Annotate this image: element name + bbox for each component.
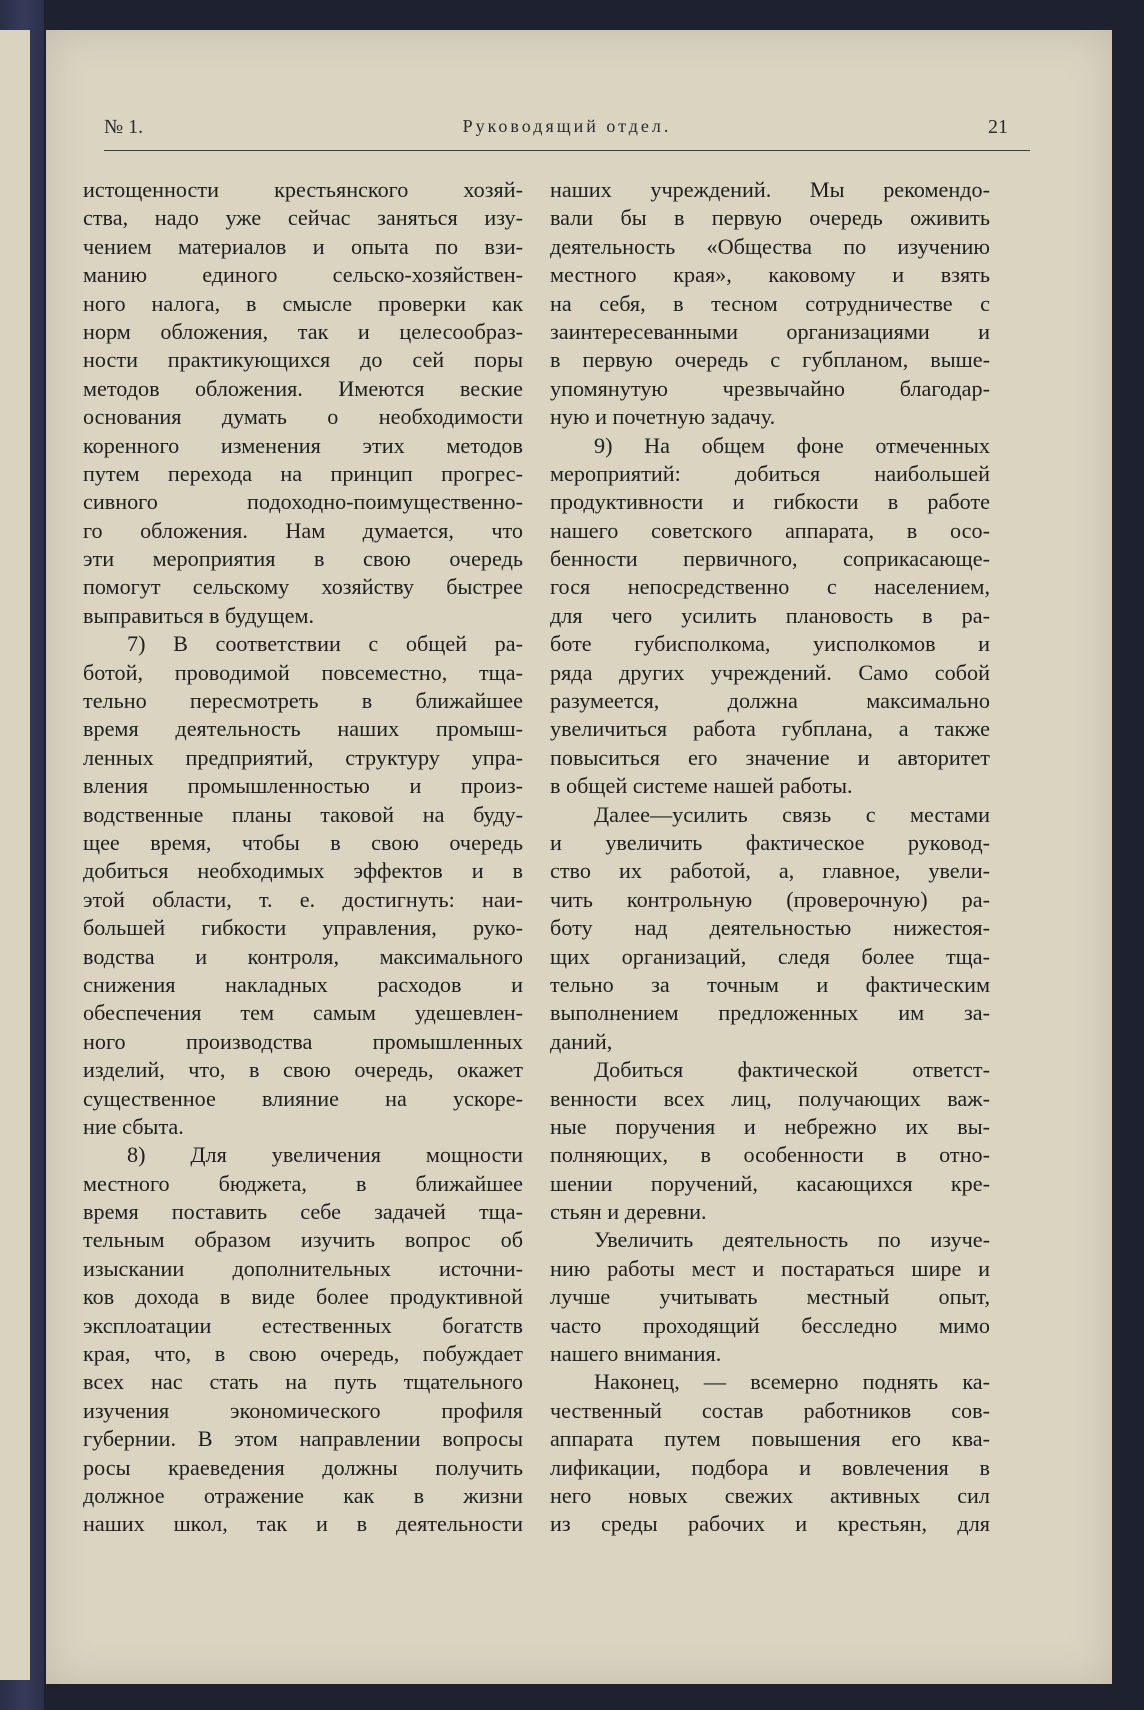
text-line: время поставить себе задачей тща- (83, 1199, 523, 1225)
text-line: чественный состав работников сов- (550, 1397, 990, 1423)
text-line: изучения экономического профиля (83, 1397, 523, 1423)
text-line: этой области, т. е. достигнуть: наи- (83, 886, 523, 912)
text-line: водства и контроля, максимального (83, 943, 523, 969)
text-line: вления промышленностью и произ- (83, 773, 523, 799)
text-line: ков дохода в виде более продуктивной (83, 1284, 523, 1310)
text-line: губернии. В этом направлении вопросы (83, 1426, 523, 1452)
text-line: помогут сельскому хозяйству быстрее (83, 574, 523, 600)
text-line: 7) В соответствии с общей ра- (127, 631, 523, 657)
text-line: в первую очередь с губпланом, выше- (550, 347, 990, 373)
text-line: сивного подоходно-поимущественно- (83, 489, 523, 515)
text-line: изделий, что, в свою очередь, окажет (83, 1057, 523, 1083)
text-line: ние сбыта. (83, 1113, 184, 1139)
text-line: обеспечения тем самым удешевлен- (83, 1000, 523, 1026)
text-line: вали бы в первую очередь оживить (550, 205, 990, 231)
text-line: манию единого сельско-хозяйствен- (83, 262, 523, 288)
text-line: упомянутую чрезвычайно благодар- (550, 375, 990, 401)
text-line: нию работы мест и постараться шире и (550, 1255, 990, 1281)
text-line: добиться необходимых эффектов и в (83, 858, 523, 884)
text-line: на себя, в тесном сотрудничестве с (550, 290, 990, 316)
text-line: ства, надо уже сейчас заняться изу- (83, 205, 523, 231)
text-line: ряда других учреждений. Само собой (550, 659, 990, 685)
text-line: мероприятий: добиться наибольшей (550, 460, 990, 486)
text-line: местного бюджета, в ближайшее (83, 1170, 523, 1196)
text-line: аппарата путем повышения его ква- (550, 1426, 990, 1452)
previous-page-edge (0, 30, 30, 1680)
text-line: гося непосредственно с населением, (550, 574, 990, 600)
text-line: щее время, чтобы в свою очередь (83, 829, 523, 855)
text-line: него новых свежих активных сил (550, 1482, 990, 1508)
text-line: боту над деятельностью нижестоя- (550, 915, 990, 941)
text-line: ленных предприятий, структуру упра- (83, 744, 523, 770)
text-line: щих организаций, следя более тща- (550, 943, 990, 969)
text-line: полняющих, в особенности в отно- (550, 1142, 990, 1168)
text-line: чить контрольную (проверочную) ра- (550, 886, 990, 912)
text-line: местного края», каковому и взять (550, 262, 990, 288)
running-header (104, 116, 1030, 151)
section-title: Руководящий отдел. (462, 116, 672, 136)
text-line: всех нас стать на путь тщательного (83, 1369, 523, 1395)
text-line: путем перехода на принцип прогрес- (83, 460, 523, 486)
text-line: ности практикующихся до сей поры (83, 347, 523, 373)
text-line: росы краеведения должны получить (83, 1454, 523, 1480)
text-line: водственные планы таковой на буду- (83, 801, 523, 827)
text-line: существенное влияние на ускоре- (83, 1085, 523, 1111)
text-line: методов обложения. Имеются веские (83, 375, 523, 401)
text-line: нашего советского аппарата, в осо- (550, 517, 990, 543)
text-line: коренного изменения этих методов (83, 432, 523, 458)
text-line: тельным образом изучить вопрос об (83, 1227, 523, 1253)
text-line: эксплоатации естественных богатств (83, 1312, 523, 1338)
text-line: Увеличить деятельность по изуче- (594, 1227, 990, 1253)
text-line: 8) Для увеличения мощности (127, 1142, 523, 1168)
text-line: из среды рабочих и крестьян, для (550, 1511, 990, 1537)
text-line: изыскании дополнительных источни- (83, 1255, 523, 1281)
text-line: в общей системе нашей работы. (550, 773, 853, 799)
text-line: истощенности крестьянского хозяй- (83, 177, 523, 202)
text-line: продуктивности и гибкости в работе (550, 489, 990, 515)
text-line: снижения накладных расходов и (83, 971, 523, 997)
text-line: ные поручения и небрежно их вы- (550, 1113, 990, 1139)
text-line: шении поручений, касающихся кре- (550, 1170, 990, 1196)
text-line: го обложения. Нам думается, что (83, 517, 523, 543)
text-line: должное отражение как в жизни (83, 1482, 523, 1508)
text-line: деятельность «Общества по изучению (550, 233, 990, 259)
issue-number: № 1. (104, 116, 144, 138)
text-line: ного производства промышленных (83, 1028, 523, 1054)
text-line: тельно пересмотреть в ближайшее (83, 688, 523, 714)
text-line: стьян и деревни. (550, 1199, 707, 1225)
text-line: даний, (550, 1028, 613, 1054)
text-line: венности всех лиц, получающих важ- (550, 1085, 990, 1111)
text-line: нашего внимания. (550, 1341, 722, 1367)
text-line: чением материалов и опыта по взи- (83, 233, 523, 259)
text-line: ство их работой, а, главное, увели- (550, 858, 990, 884)
text-line: для чего усилить плановость в ра- (550, 602, 990, 628)
text-line: норм обложения, так и целесообраз- (83, 318, 523, 344)
text-line: выправиться в будущем. (83, 602, 315, 628)
page-number: 21 (988, 116, 1008, 138)
text-line: ную и почетную задачу. (550, 404, 776, 430)
text-line: повыситься его значение и авторитет (550, 744, 990, 770)
text-line: увеличиться работа губплана, а также (550, 716, 990, 742)
left-text-column (83, 176, 523, 1539)
text-line: большей гибкости управления, руко- (83, 915, 523, 941)
text-line: время деятельность наших промыш- (83, 716, 523, 742)
text-line: Далее—усилить связь с местами (594, 801, 990, 827)
text-line: наших учреждений. Мы рекомендо- (550, 177, 990, 202)
text-line: лучше учитывать местный опыт, (550, 1284, 990, 1310)
text-line: основания думать о необходимости (83, 404, 523, 430)
text-line: и увеличить фактическое руковод- (550, 829, 990, 855)
text-line: лификации, подбора и вовлечения в (550, 1454, 990, 1480)
text-line: наших школ, так и в деятельности (83, 1511, 523, 1537)
text-line: ного налога, в смысле проверки как (83, 290, 523, 316)
right-text-column (550, 176, 990, 1539)
text-line: Наконец, — всемерно поднять ка- (594, 1369, 990, 1395)
text-line: Добиться фактической ответст- (594, 1057, 990, 1083)
text-line: выполнением предложенных им за- (550, 1000, 990, 1026)
text-line: ботой, проводимой повсеместно, тща- (83, 659, 523, 685)
text-line: разумеется, должна максимально (550, 688, 990, 714)
text-line: часто проходящий бесследно мимо (550, 1312, 990, 1338)
text-line: боте губисполкома, уисполкомов и (550, 631, 990, 657)
text-line: 9) На общем фоне отмеченных (594, 432, 990, 458)
text-line: края, что, в свою очередь, побуждает (83, 1341, 523, 1367)
text-line: тельно за точным и фактическим (550, 971, 990, 997)
text-line: заинтересеванными организациями и (550, 318, 990, 344)
text-line: бенности первичного, соприкасающе- (550, 546, 990, 572)
text-line: эти мероприятия в свою очередь (83, 546, 523, 572)
